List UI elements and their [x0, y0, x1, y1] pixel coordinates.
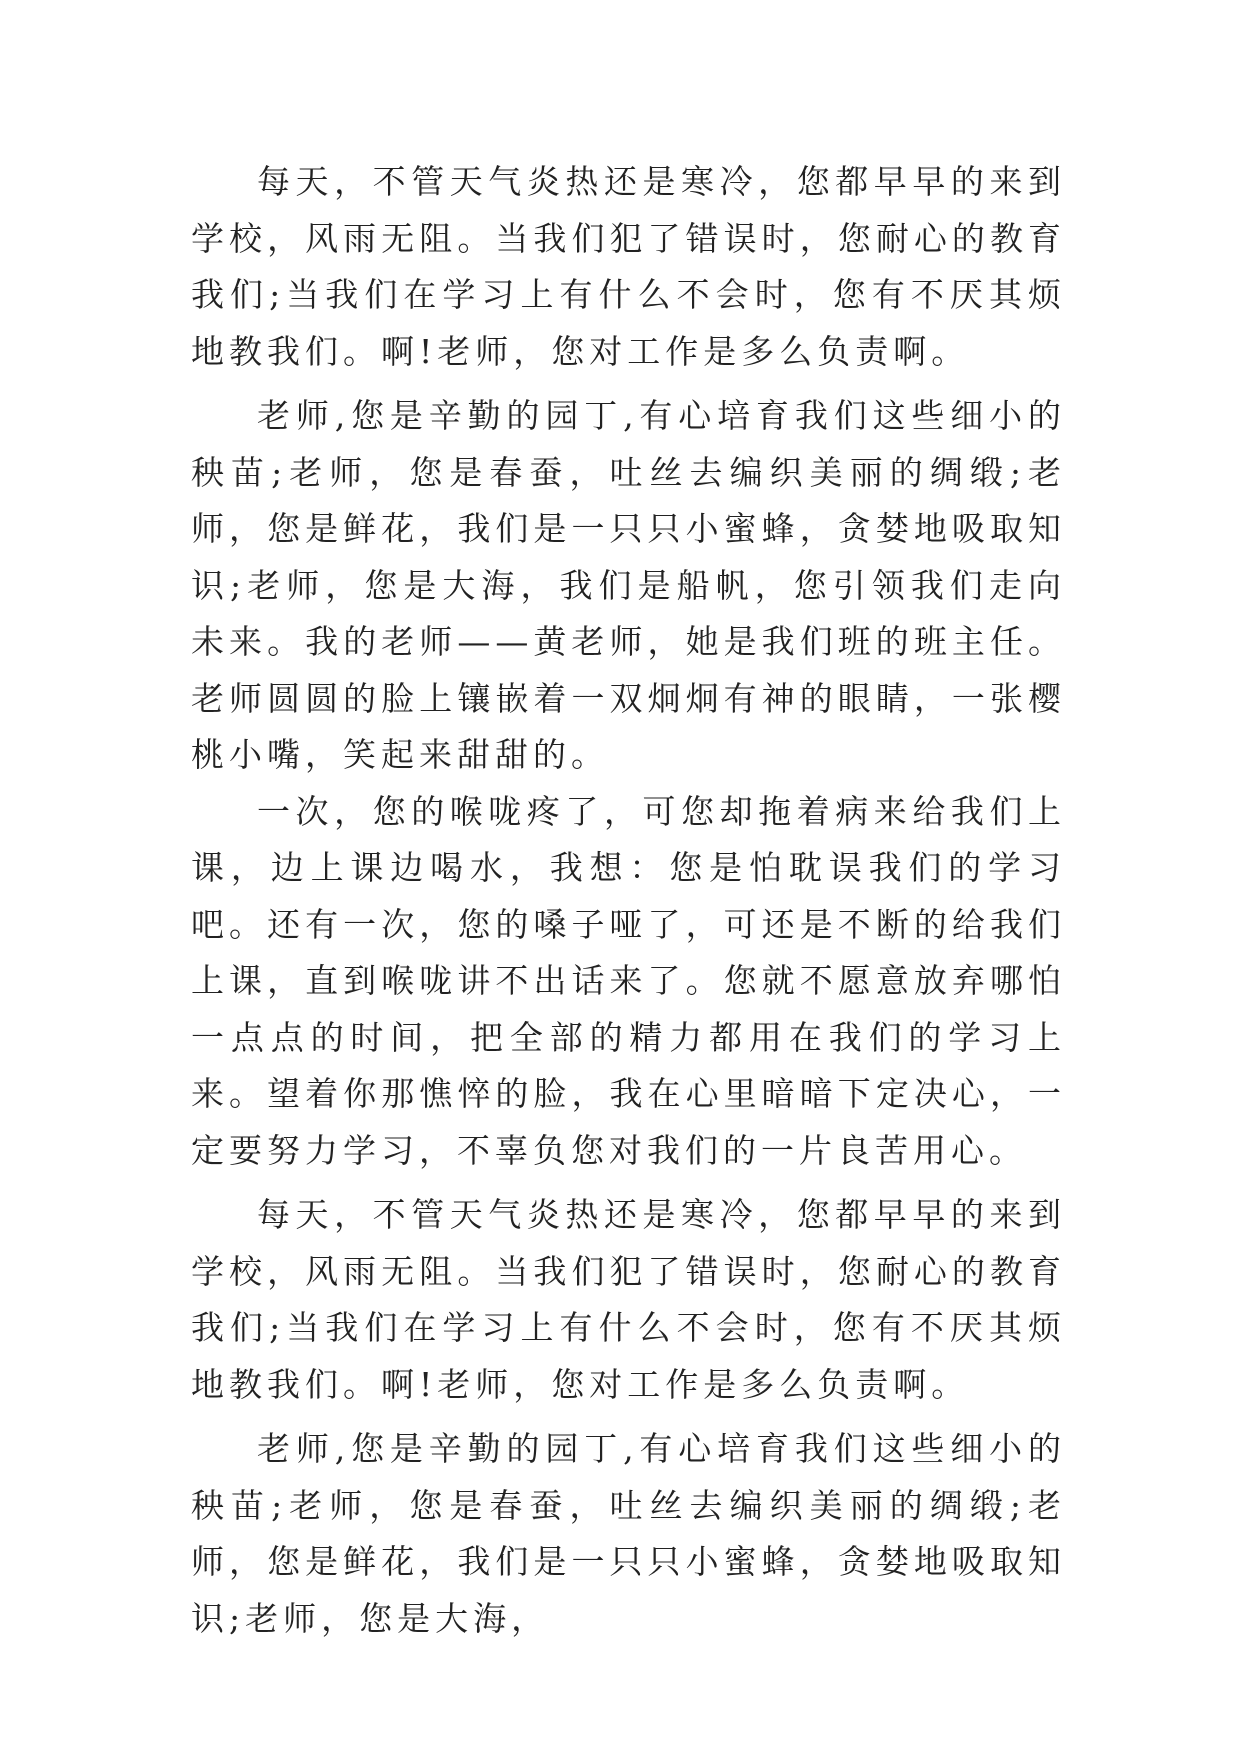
paragraph-2: 老师,您是辛勤的园丁,有心培育我们这些细小的秧苗;老师，您是春蚕，吐丝去编织美丽的绸缎;老师，您是鲜花，我们是一只只小蜜蜂，贪婪地吸取知识;老师，您是大海，我们是船帆，您引领我们走向未来。我的老师——黄老师，她是我们班的班主任。老师圆圆的脸上镶嵌着一双炯炯有神的眼睛，一张樱桃小嘴，笑起来甜甜的。: [191, 396, 1066, 774]
paragraph-5: 老师,您是辛勤的园丁,有心培育我们这些细小的秧苗;老师，您是春蚕，吐丝去编织美丽的绸缎;老师，您是鲜花，我们是一只只小蜜蜂，贪婪地吸取知识;老师，您是大海，: [191, 1429, 1066, 1638]
paragraph-1: 每天，不管天气炎热还是寒冷，您都早早的来到学校，风雨无阻。当我们犯了错误时，您耐心的教育我们;当我们在学习上有什么不会时，您有不厌其烦地教我们。啊!老师，您对工作是多么负责啊。: [191, 162, 1066, 371]
paragraph-4: 每天，不管天气炎热还是寒冷，您都早早的来到学校，风雨无阻。当我们犯了错误时，您耐心的教育我们;当我们在学习上有什么不会时，您有不厌其烦地教我们。啊!老师，您对工作是多么负责啊。: [191, 1195, 1066, 1404]
document-body: [191, 154, 1066, 1647]
paragraph-3: 一次，您的喉咙疼了，可您却拖着病来给我们上课，边上课边喝水，我想：您是怕耽误我们的学习吧。还有一次，您的嗓子哑了，可还是不断的给我们上课，直到喉咙讲不出话来了。您就不愿意放弃哪怕一点点的时间，把全部的精力都用在我们的学习上来。望着你那憔悴的脸，我在心里暗暗下定决心，一定要努力学习，不辜负您对我们的一片良苦用心。: [191, 791, 1066, 1170]
